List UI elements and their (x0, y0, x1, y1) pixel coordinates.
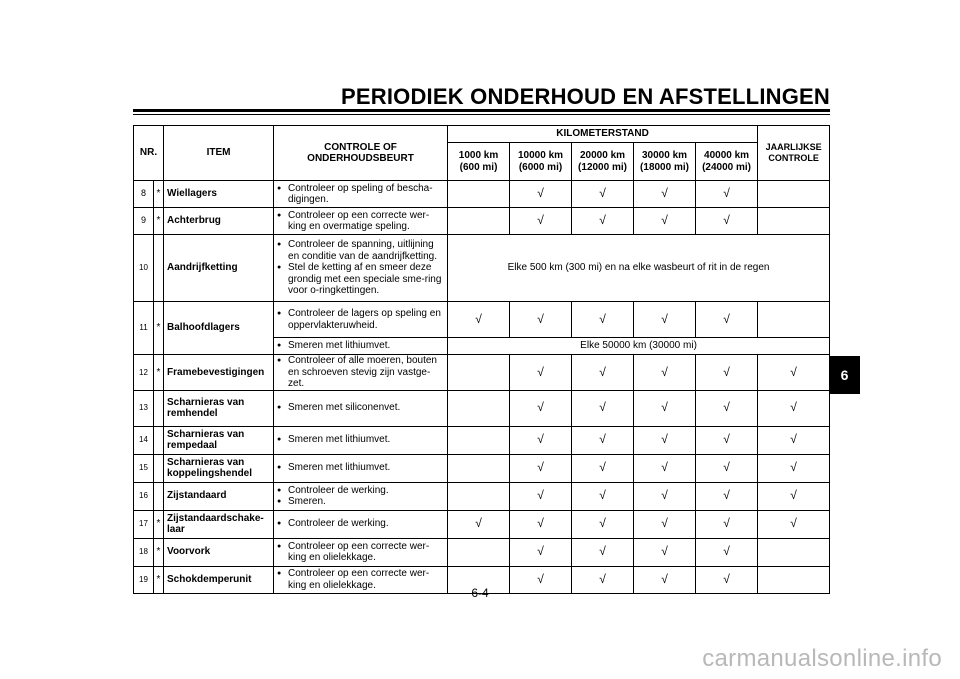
header-km-group: KILOMETERSTAND (448, 126, 758, 143)
check-mark: √ (661, 488, 668, 503)
check-cell (696, 208, 758, 235)
check-mark: √ (537, 186, 544, 201)
check-cell (634, 302, 696, 338)
check-mark: √ (790, 516, 797, 531)
action-list (277, 434, 444, 446)
check-mark: √ (475, 311, 482, 326)
row-item: Zijstandaardschake-laar (164, 510, 274, 538)
check-mark: √ (599, 544, 606, 559)
check-cell (634, 181, 696, 208)
row-star (154, 390, 164, 426)
check-mark: √ (723, 488, 730, 503)
check-mark: √ (475, 516, 482, 531)
check-mark: √ (537, 571, 544, 586)
check-cell (510, 454, 572, 482)
table-row (134, 510, 830, 538)
table-row (134, 426, 830, 454)
check-cell (634, 538, 696, 566)
row-star: * (154, 302, 164, 355)
check-mark: √ (661, 213, 668, 228)
check-cell (634, 510, 696, 538)
check-mark: √ (790, 432, 797, 447)
check-mark: √ (599, 432, 606, 447)
check-mark: √ (723, 460, 730, 475)
check-cell (510, 208, 572, 235)
check-mark: √ (599, 516, 606, 531)
check-mark: √ (537, 460, 544, 475)
action-item: ● Controleer op speling of bescha-digingen. (277, 183, 444, 206)
row-actions (274, 538, 448, 566)
check-cell (758, 454, 830, 482)
action-list (277, 239, 444, 297)
action-list (277, 402, 444, 414)
check-cell (696, 426, 758, 454)
check-cell (510, 538, 572, 566)
check-mark: √ (537, 516, 544, 531)
table-row (134, 208, 830, 235)
check-mark: √ (661, 432, 668, 447)
check-cell (758, 510, 830, 538)
row-actions (274, 510, 448, 538)
schedule-rows (134, 181, 830, 594)
check-mark: √ (661, 571, 668, 586)
action-item: ● Controleer de werking. (277, 518, 444, 530)
row-actions (274, 208, 448, 235)
check-mark: √ (790, 460, 797, 475)
row-item: Zijstandaard (164, 482, 274, 510)
row-number: 17 (134, 510, 154, 538)
action-item: ● Controleer op een correcte wer-king en olielekkage. (277, 541, 444, 564)
title-rule (133, 109, 830, 112)
row-star (154, 454, 164, 482)
row-item: Scharnieras van remhendel (164, 390, 274, 426)
interval-note: Elke 50000 km (30000 mi) (448, 338, 830, 355)
row-actions (274, 390, 448, 426)
check-cell (448, 302, 510, 338)
action-list (277, 541, 444, 564)
check-cell (634, 390, 696, 426)
check-cell (758, 482, 830, 510)
action-list (277, 485, 444, 508)
check-mark: √ (790, 364, 797, 379)
action-item: ● Controleer de lagers op speling en oppervlakteruwheid. (277, 308, 444, 331)
check-cell (572, 355, 634, 391)
check-mark: √ (661, 460, 668, 475)
check-mark: √ (599, 571, 606, 586)
check-cell (572, 302, 634, 338)
check-cell (758, 181, 830, 208)
row-number: 14 (134, 426, 154, 454)
action-list (277, 183, 444, 206)
check-mark: √ (537, 432, 544, 447)
interval-note: Elke 500 km (300 mi) en na elke wasbeurt of rit in de regen (448, 235, 830, 302)
check-cell (758, 426, 830, 454)
table-row (134, 181, 830, 208)
check-mark: √ (723, 544, 730, 559)
row-item: Voorvork (164, 538, 274, 566)
check-cell (510, 302, 572, 338)
check-mark: √ (599, 488, 606, 503)
check-mark: √ (723, 364, 730, 379)
action-item: ● Controleer of alle moeren, bouten en schroeven stevig zijn vastge-zet. (277, 355, 444, 390)
watermark: carmanualsonline.info (702, 645, 942, 672)
row-star (154, 482, 164, 510)
check-cell (696, 482, 758, 510)
row-number: 10 (134, 235, 154, 302)
table-row (134, 538, 830, 566)
table-row (134, 235, 830, 302)
chapter-tab[interactable]: 6 (829, 356, 860, 394)
row-actions (274, 355, 448, 391)
action-list (277, 462, 444, 474)
row-number: 16 (134, 482, 154, 510)
check-cell (634, 454, 696, 482)
table-row (134, 390, 830, 426)
row-item: Schokdemperunit (164, 566, 274, 593)
check-mark: √ (661, 186, 668, 201)
check-mark: √ (599, 186, 606, 201)
action-list (277, 518, 444, 530)
check-cell (758, 355, 830, 391)
check-cell (634, 208, 696, 235)
check-mark: √ (723, 516, 730, 531)
check-cell (448, 390, 510, 426)
action-item: ● Smeren. (277, 496, 444, 508)
header-km-20000: 20000 km (12000 mi) (572, 143, 634, 181)
check-cell (572, 390, 634, 426)
check-mark: √ (661, 311, 668, 326)
check-cell (696, 302, 758, 338)
check-cell (758, 538, 830, 566)
header-km-40000: 40000 km (24000 mi) (696, 143, 758, 181)
row-star: * (154, 566, 164, 593)
check-cell (696, 355, 758, 391)
row-number: 9 (134, 208, 154, 235)
row-star: * (154, 538, 164, 566)
check-mark: √ (537, 213, 544, 228)
table-row (134, 302, 830, 338)
check-cell (572, 208, 634, 235)
row-number: 11 (134, 302, 154, 355)
page-number: 6-4 (471, 586, 489, 600)
action-item: ● Stel de ketting af en smeer deze grondig met een speciale sme-ring voor o-ringkettingen. (277, 262, 444, 297)
check-mark: √ (723, 432, 730, 447)
row-star (154, 426, 164, 454)
check-mark: √ (599, 213, 606, 228)
row-item: Balhoofdlagers (164, 302, 274, 355)
check-mark: √ (790, 488, 797, 503)
row-sub-action (274, 338, 448, 355)
table-row (134, 454, 830, 482)
row-item: Achterbrug (164, 208, 274, 235)
check-cell (634, 426, 696, 454)
row-number: 12 (134, 355, 154, 391)
check-mark: √ (661, 544, 668, 559)
check-mark: √ (599, 364, 606, 379)
check-cell (510, 510, 572, 538)
row-item: Framebevestigingen (164, 355, 274, 391)
header-annual: JAARLIJKSE CONTROLE (758, 126, 830, 181)
table-row (134, 355, 830, 391)
check-mark: √ (790, 400, 797, 415)
row-number: 18 (134, 538, 154, 566)
check-mark: √ (599, 400, 606, 415)
check-mark: √ (537, 400, 544, 415)
table-row (134, 482, 830, 510)
row-star: * (154, 208, 164, 235)
row-actions (274, 482, 448, 510)
row-actions (274, 302, 448, 338)
check-mark: √ (723, 571, 730, 586)
check-mark: √ (537, 544, 544, 559)
header-km-10000: 10000 km (6000 mi) (510, 143, 572, 181)
check-cell (510, 181, 572, 208)
check-cell (572, 454, 634, 482)
check-cell (696, 510, 758, 538)
row-actions (274, 235, 448, 302)
check-cell (696, 538, 758, 566)
check-cell (696, 390, 758, 426)
check-cell (758, 302, 830, 338)
check-cell (448, 538, 510, 566)
check-cell (510, 482, 572, 510)
check-cell (448, 510, 510, 538)
check-cell (572, 426, 634, 454)
check-mark: √ (599, 460, 606, 475)
title-rule-thin (133, 114, 830, 115)
row-item: Wiellagers (164, 181, 274, 208)
action-list (277, 340, 444, 352)
check-mark: √ (537, 364, 544, 379)
header-check: CONTROLE OF ONDERHOUDSBEURT (274, 126, 448, 181)
header-km-1000: 1000 km (600 mi) (448, 143, 510, 181)
action-item: ● Controleer de spanning, uitlijning en conditie van de aandrijfketting. (277, 239, 444, 262)
check-mark: √ (723, 213, 730, 228)
action-item: ● Controleer op een correcte wer-king en overmatige speling. (277, 210, 444, 233)
check-cell (448, 181, 510, 208)
check-cell (572, 538, 634, 566)
check-cell (696, 454, 758, 482)
check-cell (572, 510, 634, 538)
maintenance-schedule-table (133, 125, 830, 594)
action-item: ● Controleer op een correcte wer-king en olielekkage. (277, 568, 444, 591)
check-mark: √ (723, 311, 730, 326)
action-item: ● Smeren met lithiumvet. (277, 434, 444, 446)
row-number: 15 (134, 454, 154, 482)
action-item: ● Smeren met lithiumvet. (277, 462, 444, 474)
row-actions (274, 454, 448, 482)
check-cell (510, 355, 572, 391)
row-star: * (154, 510, 164, 538)
check-cell (448, 426, 510, 454)
check-mark: √ (723, 186, 730, 201)
action-item: ● Controleer de werking. (277, 485, 444, 497)
action-list (277, 210, 444, 233)
check-cell (696, 181, 758, 208)
row-star: * (154, 181, 164, 208)
row-item: Aandrijfketting (164, 235, 274, 302)
check-cell (634, 355, 696, 391)
check-cell (510, 390, 572, 426)
action-list (277, 355, 444, 390)
check-cell (448, 355, 510, 391)
check-cell (510, 426, 572, 454)
check-cell (634, 482, 696, 510)
header-km-30000: 30000 km (18000 mi) (634, 143, 696, 181)
check-cell (758, 390, 830, 426)
check-mark: √ (599, 311, 606, 326)
row-star: * (154, 355, 164, 391)
row-number: 13 (134, 390, 154, 426)
page-title: PERIODIEK ONDERHOUD EN AFSTELLINGEN (341, 84, 830, 109)
action-list (277, 308, 444, 331)
row-actions (274, 426, 448, 454)
check-mark: √ (723, 400, 730, 415)
check-mark: √ (661, 400, 668, 415)
row-actions (274, 181, 448, 208)
check-cell (448, 482, 510, 510)
check-cell (448, 208, 510, 235)
action-item: ● Smeren met lithiumvet. (277, 340, 444, 352)
check-mark: √ (537, 488, 544, 503)
check-cell (758, 208, 830, 235)
check-cell (448, 454, 510, 482)
check-mark: √ (537, 311, 544, 326)
check-cell (572, 181, 634, 208)
check-mark: √ (661, 516, 668, 531)
action-item: ● Smeren met siliconenvet. (277, 402, 444, 414)
check-mark: √ (661, 364, 668, 379)
check-cell (572, 482, 634, 510)
row-item: Scharnieras van rempedaal (164, 426, 274, 454)
header-nr: NR. (134, 126, 164, 181)
row-number: 8 (134, 181, 154, 208)
header-item: ITEM (164, 126, 274, 181)
row-star (154, 235, 164, 302)
row-number: 19 (134, 566, 154, 593)
row-item: Scharnieras van koppelingshendel (164, 454, 274, 482)
